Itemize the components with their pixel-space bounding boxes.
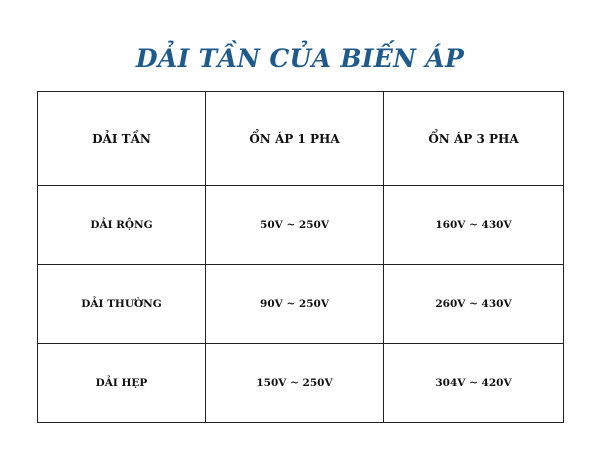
table-cell: 260V ~ 430V: [384, 265, 564, 344]
table-cell: 50V ~ 250V: [206, 186, 384, 265]
page-title: DẢI TẦN CỦA BIẾN ÁP: [135, 44, 465, 73]
voltage-range-table: [37, 91, 564, 423]
header-cell: ỔN ÁP 1 PHA: [206, 92, 384, 186]
table-cell: 160V ~ 430V: [384, 186, 564, 265]
header-cell: DẢI TẦN: [38, 92, 206, 186]
table-row: [38, 265, 564, 344]
header-cell: ỔN ÁP 3 PHA: [384, 92, 564, 186]
table-cell: DẢI RỘNG: [38, 186, 206, 265]
table-header-row: [38, 92, 564, 186]
table-cell: DẢI THƯỜNG: [38, 265, 206, 344]
table-cell: 304V ~ 420V: [384, 344, 564, 423]
table-cell: 90V ~ 250V: [206, 265, 384, 344]
table-row: [38, 344, 564, 423]
table-cell: 150V ~ 250V: [206, 344, 384, 423]
table-cell: DẢI HẸP: [38, 344, 206, 423]
table-row: [38, 186, 564, 265]
